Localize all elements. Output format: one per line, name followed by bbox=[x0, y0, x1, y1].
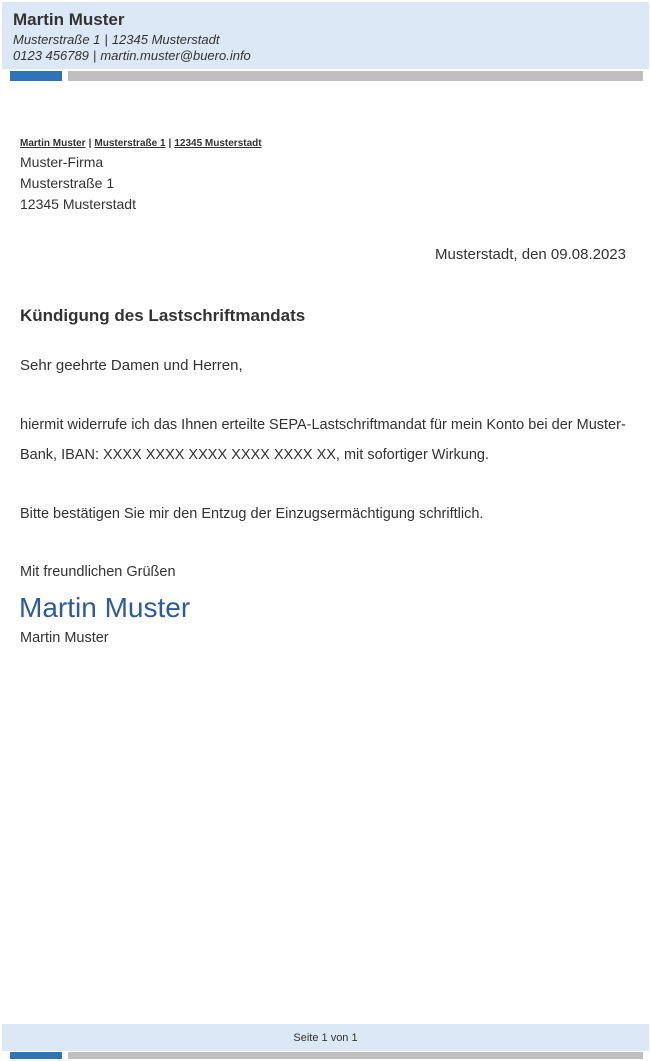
letterhead-street: Musterstraße 1 bbox=[13, 32, 101, 47]
signature: Martin Muster bbox=[19, 592, 191, 623]
header-accent-bar bbox=[10, 71, 62, 81]
header-divider-bar bbox=[68, 71, 643, 81]
sender-separator: | bbox=[168, 138, 172, 149]
letterhead-contact bbox=[13, 48, 251, 63]
letterhead-name: Martin Muster bbox=[13, 10, 125, 29]
footer-accent-bar bbox=[10, 1052, 62, 1059]
letter-salutation: Sehr geehrte Damen und Herren, bbox=[20, 357, 243, 374]
letterhead-separator: | bbox=[92, 48, 97, 63]
letterhead bbox=[2, 2, 649, 69]
sender-city: 12345 Musterstadt bbox=[174, 138, 262, 149]
letterhead-email: martin.muster@buero.info bbox=[100, 48, 251, 63]
page-footer bbox=[2, 1024, 649, 1051]
body-paragraph-1: hiermit widerrufe ich das Ihnen erteilte SEPA-Lastschriftmandat für mein Konto bei der Muster-Bank, IBAN: XXXX XXXX XXXX XXXX XXXX XX, mit sofortiger Wirkung. bbox=[20, 417, 626, 463]
page-number: Seite 1 von 1 bbox=[293, 1032, 358, 1044]
recipient-company: Muster-Firma bbox=[20, 154, 104, 170]
recipient-city: 12345 Musterstadt bbox=[20, 196, 136, 212]
footer-divider-bar bbox=[68, 1052, 643, 1059]
letter-closing: Mit freundlichen Grüßen bbox=[20, 564, 176, 580]
letterhead-city: 12345 Musterstadt bbox=[111, 32, 220, 47]
signed-name: Martin Muster bbox=[20, 630, 109, 646]
letterhead-separator: | bbox=[104, 32, 108, 47]
letterhead-address bbox=[13, 32, 220, 47]
letter-date: Musterstadt, den 09.08.2023 bbox=[435, 246, 626, 263]
sender-name: Martin Muster bbox=[20, 138, 86, 149]
sender-street: Musterstraße 1 bbox=[94, 138, 166, 149]
letter-subject: Kündigung des Lastschriftmandats bbox=[20, 306, 306, 325]
recipient-street: Musterstraße 1 bbox=[20, 175, 115, 191]
sender-separator: | bbox=[88, 138, 92, 149]
body-paragraph-2: Bitte bestätigen Sie mir den Entzug der Einzugsermächtigung schriftlich. bbox=[20, 506, 484, 522]
letterhead-phone: 0123 456789 bbox=[13, 48, 89, 63]
sender-return-line bbox=[20, 138, 262, 149]
